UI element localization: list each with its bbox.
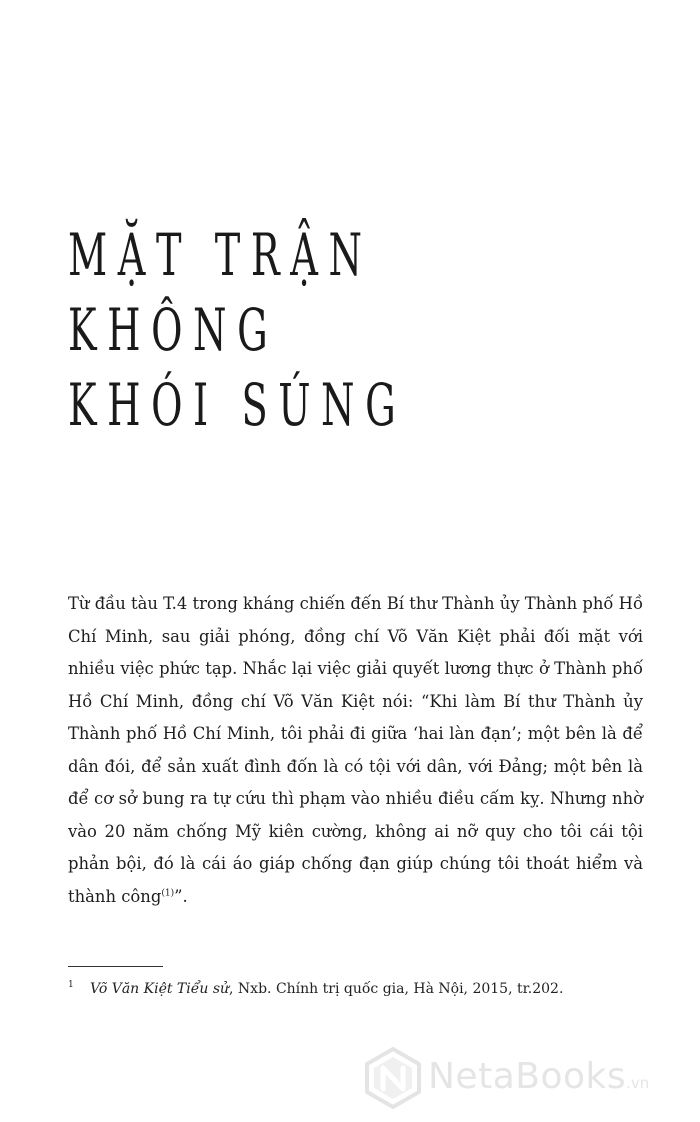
body-paragraph-text: Từ đầu tàu T.4 trong kháng chiến đến Bí thư Thành ủy Thành phố Hồ Chí Minh, sau giải phóng, đồng chí Võ Văn Kiệt phải đối mặt với nhiều việc phức tạp. Nhắc lại việc giải quyết lương thực ở Thành phố Hồ Chí Minh, đồng chí Võ Văn Kiệt nói: “Khi làm Bí thư Thành ủy Thành phố Hồ Chí Minh, tôi phải đi giữa ‘hai làn đạn’; một bên là để dân đói, để sản xuất đình đốn là có tội với dân, với Đảng; một bên là để cơ sở bung ra tự cứu thì phạm vào nhiều điều cấm kỵ. Nhưng nhờ vào 20 năm chống Mỹ kiên cường, không ai nỡ quy cho tôi cái tội phản bội, đó là cái áo giáp chống đạn giúp chúng tôi thoát hiểm và thành công: [68, 594, 643, 906]
body-paragraph: [68, 588, 643, 913]
chapter-title-line-1: MẶT TRẬN: [68, 221, 373, 289]
watermark-brand-suffix: .vn: [626, 1074, 650, 1092]
chapter-title-line-2: KHÔNG: [68, 296, 279, 364]
footnote-source-title: Võ Văn Kiệt Tiểu sử: [90, 981, 230, 997]
footnote: [68, 978, 648, 1000]
publisher-watermark: [364, 1047, 684, 1109]
footnote-reference[interactable]: (1): [161, 888, 175, 899]
netabooks-logo-icon: [364, 1047, 422, 1109]
chapter-title-line-3: KHÓI SÚNG: [68, 371, 407, 439]
footnote-divider: [68, 966, 163, 967]
watermark-brand: [428, 1055, 649, 1105]
body-paragraph-closing: ”.: [174, 886, 188, 906]
footnote-number: 1: [68, 980, 74, 990]
chapter-title: [68, 221, 581, 451]
footnote-source-details: , Nxb. Chính trị quốc gia, Hà Nội, 2015, tr.202.: [229, 981, 564, 997]
watermark-brand-name: NetaBooks: [428, 1056, 627, 1097]
